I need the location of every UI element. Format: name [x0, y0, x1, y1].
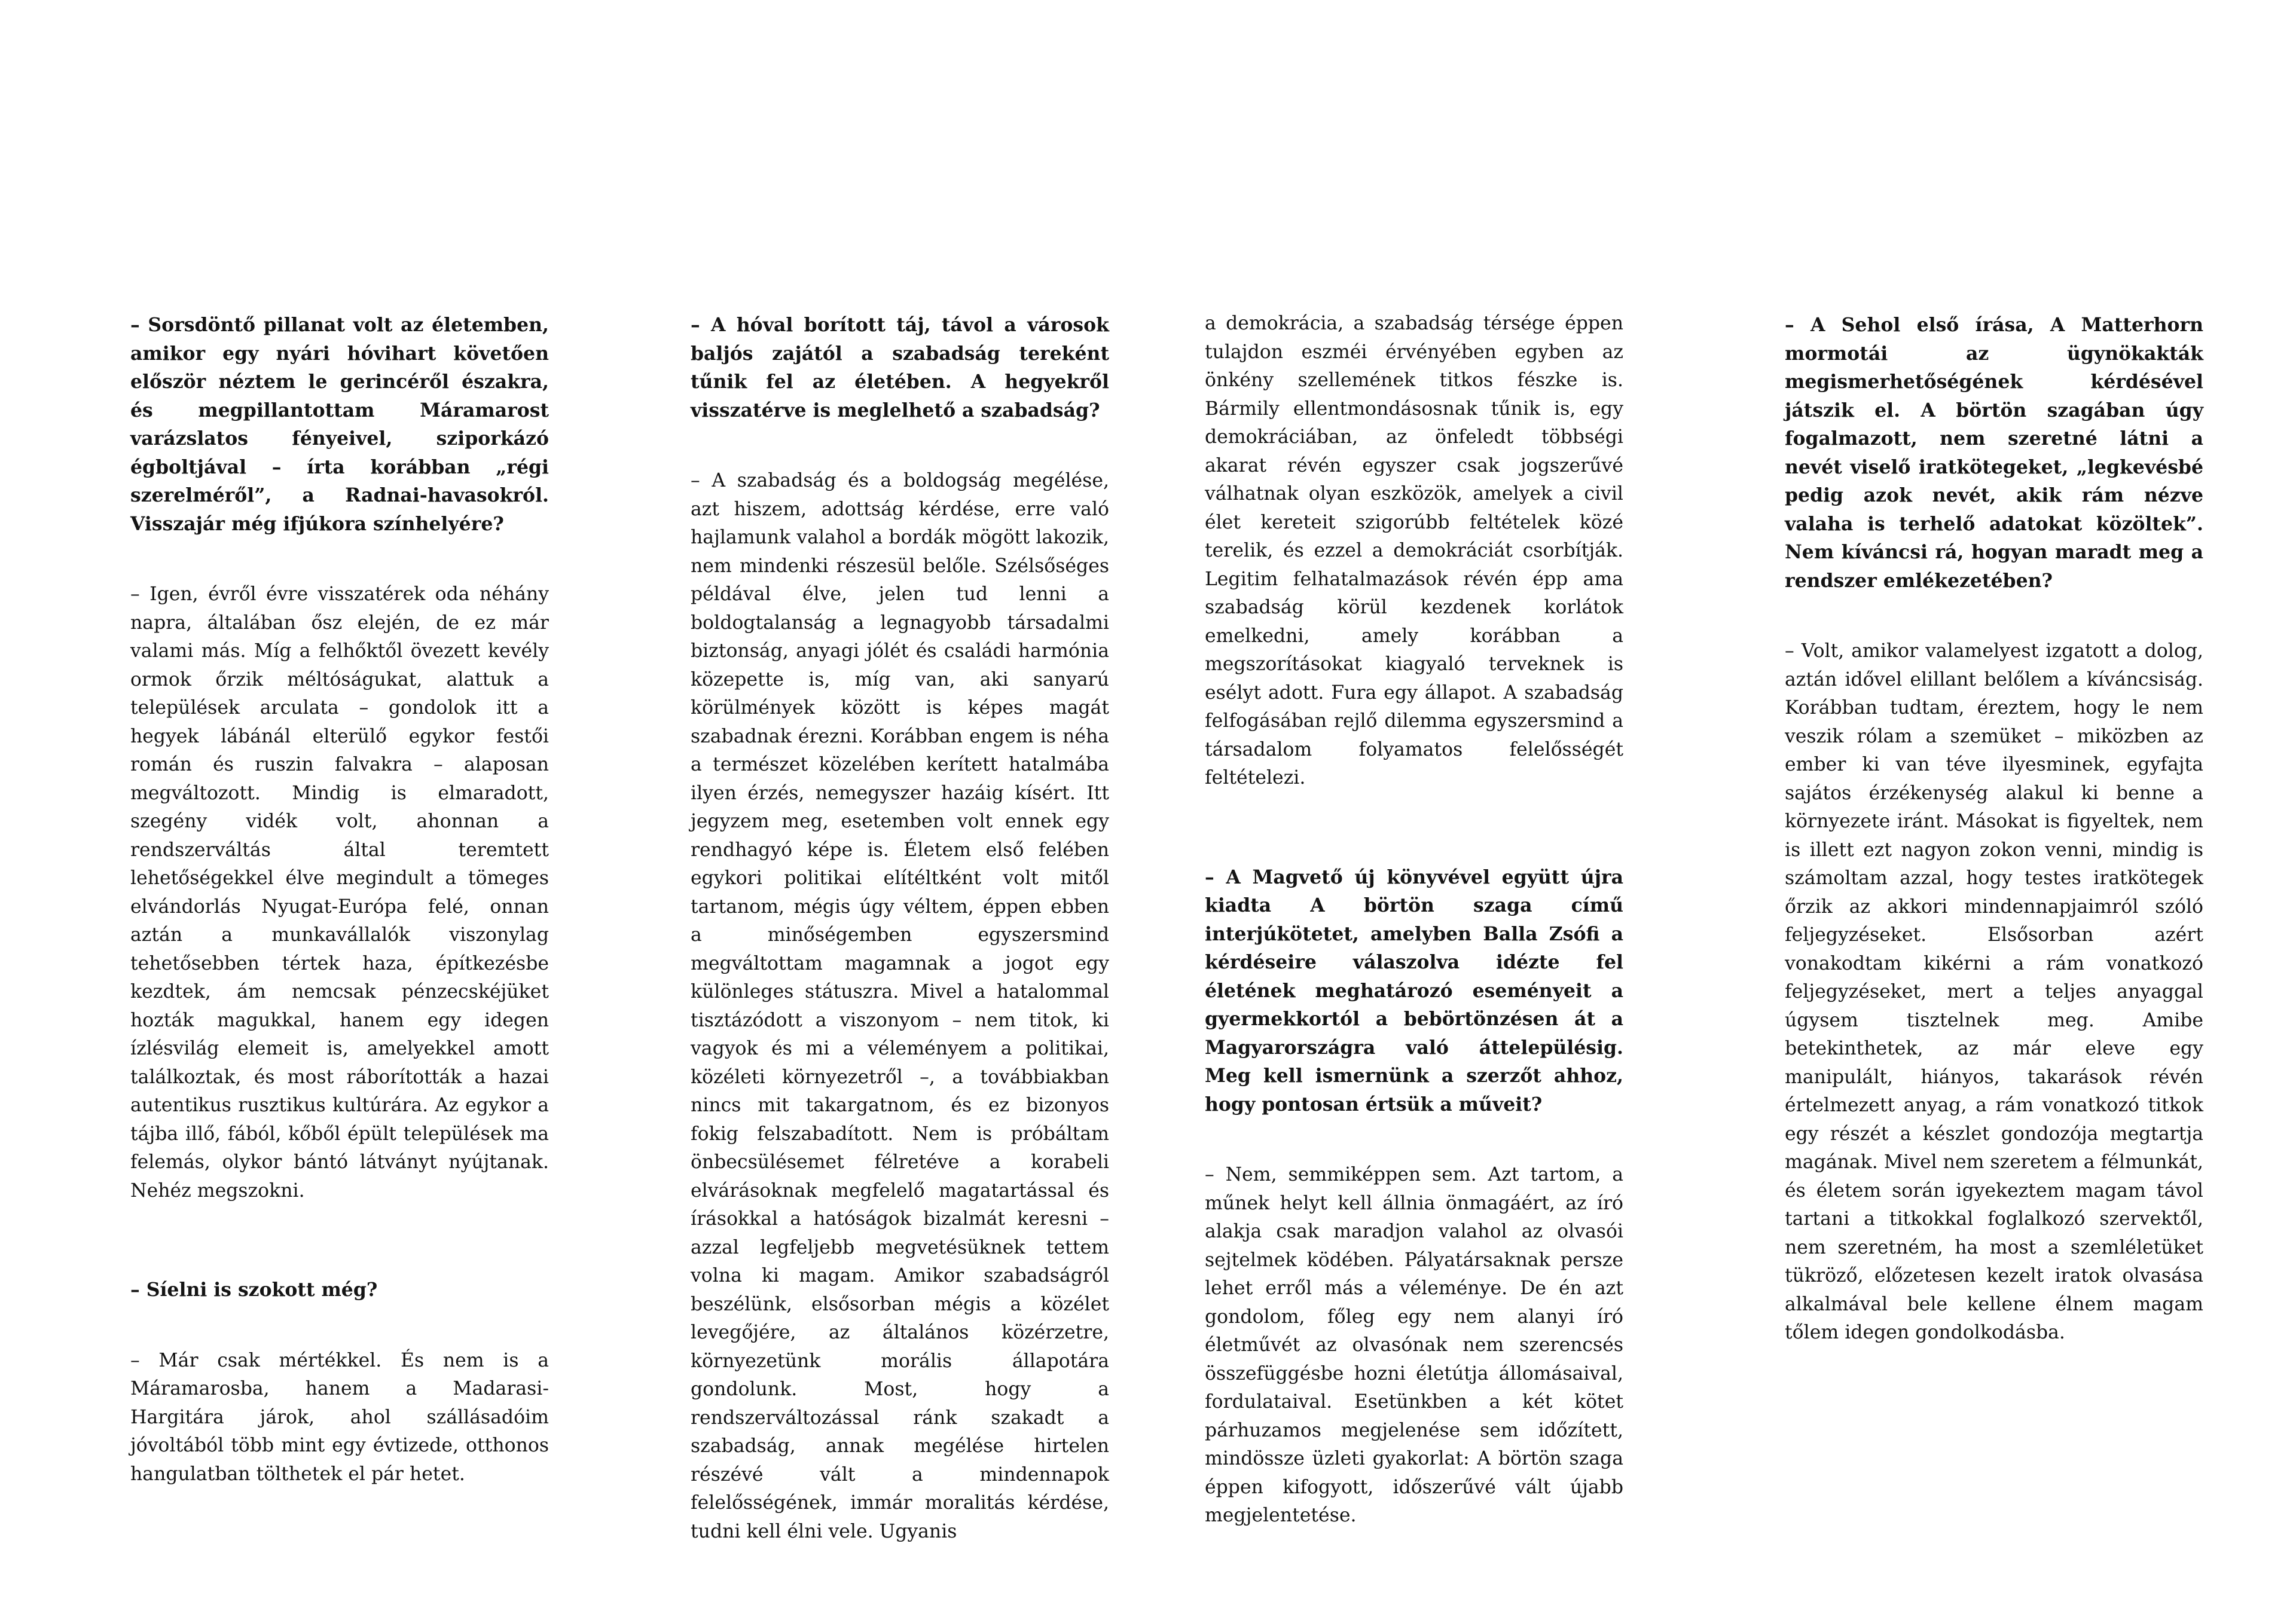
answer-paragraph: – Igen, évről évre visszatérek oda néhány napra, általában ősz elején, de ez már valami más. Míg a felhőktől övezett kevély ormok őrzik méltóságukat, alattuk a települések arculata – gondolok itt a hegyek lábánál elterülő egykor festői román és ruszin falvakra – alaposan megváltozott. Mindig is elmaradott, szegény vidék volt, ahonnan a rendszerváltás által teremtett lehetőségekkel élve megindult a tömeges elvándorlás Nyugat-Európa felé, onnan aztán a munkavállalók viszonylag tehetősebben tértek haza, építkezésbe kezdtek, ám nemcsak pénzecskéjüket hozták magukkal, hanem egy idegen ízlésvilág elemeit is, amelyekkel amott találkoztak, és most ráborították a hazai autentikus rusztikus kultúrára. Az egykor a tájba illő, fából, kőből épült települések ma felemás, olykor bántó látványt nyújtanak. Nehéz megszokni. — [130, 583, 549, 1202]
answer-paragraph: a demokrácia, a szabadság térsége éppen tulajdon eszméi érvényében egyben az önkény szellemének titkos fészke is. Bármily ellentmondásosnak tűnik is, egy demokráciában, az önfeledt többségi akarat révén egyszer csak jogszerűvé válhatnak olyan eszközök, amelyek a civil élet kereteit szigorúbb feltételek közé terelik, és ezzel a demokráciát csorbítják. Legitim felhatalmazások révén épp ama szabadság körül kezdenek korlátok emelkedni, amely korábban a megszorításokat kiagyaló terveknek is esélyt adott. Fura egy állapot. A szabadság felfogásában rejlő dilemma egyszersmind a társadalom folyamatos felelősségét feltételezi. — [1205, 313, 1623, 788]
answer-paragraph: – Már csak mértékkel. És nem is a Máramarosba, hanem a Madarasi-Hargitára járok, ahol szállásadóim jóvoltából több mint egy évtizede, otthonos hangulatban tölthetek el pár hetet. — [130, 1349, 549, 1485]
question-paragraph: – Sorsdöntő pillanat volt az életemben, amikor egy nyári hóvihart követően először néztem le gerincéről északra, és megpillantottam Máramarost varázslatos fényeivel, sziporkázó égboltjával – írta korábban „régi szerelméről”, a Radnai-havasokról. Visszajár még ifjúkora színhelyére? — [130, 314, 549, 535]
question-paragraph: – A Sehol első írása, A Matterhorn mormotái az ügynökakták megismerhetőségének kérdésével játszik el. A börtön szagában úgy fogalmazott, nem szeretné látni a nevét viselő iratkötegeket, „legkevésbé pedig azok nevét, akik rám nézve valaha is terhelő adatokat közöltek”. Nem kíváncsi rá, hogyan maradt meg a rendszer emlékezetében? — [1785, 314, 2203, 592]
question-paragraph: – A hóval borított táj, távol a városok baljós zajától a szabadság tereként tűnik fel az életében. A hegyekről visszatérve is meglelhető a szabadság? — [691, 314, 1109, 421]
answer-paragraph: – Nem, semmiképpen sem. Azt tartom, a műnek helyt kell állnia önmagáért, az író alakja csak maradjon valahol az olvasói sejtelmek ködében. Pályatársaknak persze lehet erről más a véleménye. De én azt gondolom, főleg egy nem alanyi író életművét az olvasónak nem szerencsés összefüggésbe hozni életútja állomásaival, fordulataival. Esetünkben a két kötet párhuzamos megjelenése sem időzített, mindössze üzleti gyakorlat: A börtön szaga éppen kifogyott, időszerűvé vált újabb megjelentetése. — [1205, 1164, 1623, 1526]
question-paragraph: – Síelni is szokott még? — [130, 1279, 378, 1301]
question-paragraph: – A Magvető új könyvével együtt újra kiadta A börtön szaga című interjúkötetet, amelyben Balla Zsófi a kérdéseire válaszolva idézte fel életének meghatározó eseményeit a gyermekkortól a bebörtönzésen át a Magyarországra való áttelepülésig. Meg kell ismernünk a szerzőt ahhoz, hogy pontosan értsük a műveit? — [1205, 866, 1623, 1115]
text-column-4 — [1785, 311, 2203, 1347]
answer-paragraph: – Volt, amikor valamelyest izgatott a dolog, aztán idővel elillant belőlem a kíváncsiság. Korábban tudtam, éreztem, hogy le nem veszik rólam a szemüket – miközben az ember ki van téve ilyesminek, egyfajta sajátos érzékenység alakul ki benne a környezete iránt. Másokat is figyeltek, nem is illett ezt nagyon zokon venni, mindig is számoltam azzal, hogy testes iratkötegek őrzik az akkori mindennapjaimról szóló feljegyzéseket. Elsősorban azért vonakodtam kikérni a rám vonatkozó feljegyzéseket, mert a teljes anyaggal úgysem tisztelnek meg. Amibe betekinthetek, az már eleve egy manipulált, hiányos, takarások révén értelmezett anyag, a rám vonatkozó titkok egy részét a készlet gondozója megtartja magának. Mivel nem szeretem a félmunkát, és életem során igyekeztem magam távol tartani a titkokkal foglalkozó szervektől, nem szeretném, ha most a szemléletüket tükröző, előzetesen kezelt iratok olvasása alkalmával bele kellene élnem magam tőlem idegen gondolkodásba. — [1785, 640, 2203, 1343]
text-column-1 — [130, 311, 549, 1488]
answer-paragraph: – A szabadság és a boldogság megélése, azt hiszem, adottság kérdése, erre való hajlamunk valahol a bordák mögött lakozik, nem mindenki részesül belőle. Szélsőséges példával élve, jelen tud lenni a boldogtalanság a legnagyobb társadalmi biztonság, anyagi jólét és családi harmónia közepette is, míg van, aki sanyarú körülmények között is képes magát szabadnak érezni. Korábban engem is néha a természet közelében kerített hatalmába ilyen érzés, nemegyszer hazáig kísért. Itt jegyzem meg, esetemben volt ennek egy rendhagyó képe is. Életem első felében egykori politikai elítéltként volt mitől tartanom, mégis úgy véltem, éppen ebben a minőségemben egyszersmind megváltottam magamnak a jogot egy különleges státuszra. Mivel a hatalommal tisztázódott a viszonyom – nem titok, ki vagyok és mi a véleményem a politikai, közéleti környezetről –, a továbbiakban nincs mit takargatnom, és ez bizonyos fokig felszabadított. Nem is próbáltam önbecsülésemet félretéve a korabeli elvárásoknak megfelelő magatartással és írásokkal a hatóságok bizalmát keresni – azzal legfeljebb megvetésüknek tettem volna ki magam. Amikor szabadságról beszélünk, elsősorban mégis a közélet levegőjére, az általános közérzetre, környezetünk morális állapotára gondolunk. Most, hogy a rendszerváltozással ránk szakadt a szabadság, annak megélése hirtelen részévé vált a mindennapok felelősségének, immár moralitás kérdése, tudni kell élni vele. Ugyanis — [691, 470, 1109, 1542]
text-column-3 — [1205, 310, 1623, 1530]
text-column-2 — [691, 311, 1109, 1546]
